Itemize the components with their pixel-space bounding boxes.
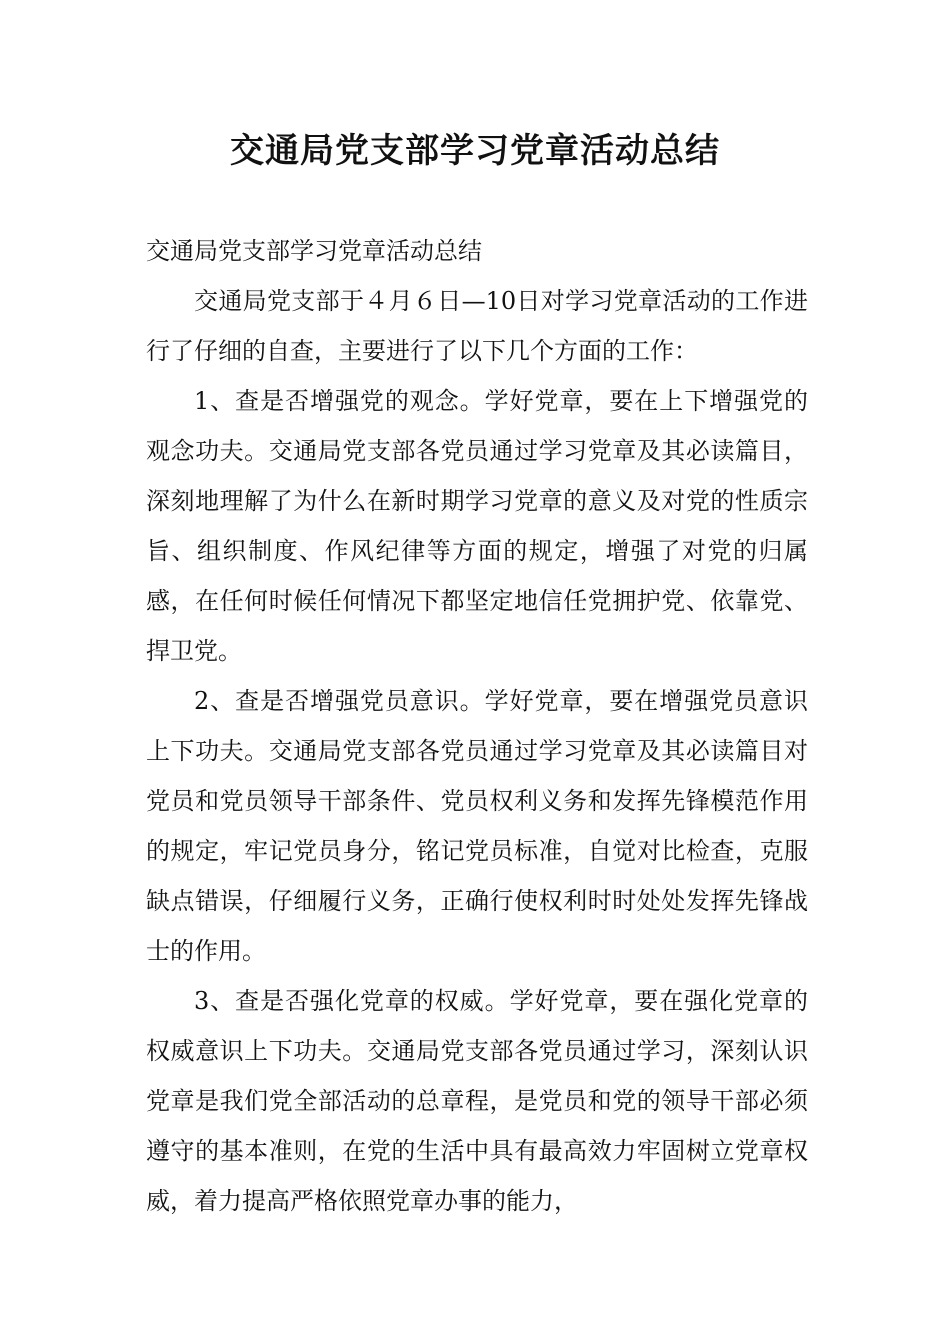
paragraph-item-1: 1、查是否增强党的观念。学好党章，要在上下增强党的观念功夫。交通局党支部各党员通过学习党章及其必读篇目，深刻地理解了为什么在新时期学习党章的意义及对党的性质宗旨、组织制度、作风纪律等方面的规定，增强了对党的归属感，在任何时候任何情况下都坚定地信任党拥护党、依靠党、捍卫党。 <box>146 387 808 665</box>
paragraph-intro: 交通局党支部于４月６日—10日对学习党章活动的工作进行了仔细的自查，主要进行了以下几个方面的工作： <box>146 287 808 365</box>
document-subtitle: 交通局党支部学习党章活动总结 <box>146 237 482 265</box>
paragraph-item-3: 3、查是否强化党章的权威。学好党章，要在强化党章的权威意识上下功夫。交通局党支部各党员通过学习，深刻认识党章是我们党全部活动的总章程，是党员和党的领导干部必须遵守的基本准则，在党的生活中具有最高效力牢固树立党章权威，着力提高严格依照党章办事的能力， <box>146 987 808 1215</box>
document-title: 交通局党支部学习党章活动总结 <box>230 131 720 171</box>
document-body <box>146 226 808 1226</box>
paragraph-item-2: 2、查是否增强党员意识。学好党章，要在增强党员意识上下功夫。交通局党支部各党员通过学习党章及其必读篇目对党员和党员领导干部条件、党员权利义务和发挥先锋模范作用的规定，牢记党员身分，铭记党员标准，自觉对比检查，克服缺点错误，仔细履行义务，正确行使权利时时处处发挥先锋战士的作用。 <box>146 687 808 965</box>
